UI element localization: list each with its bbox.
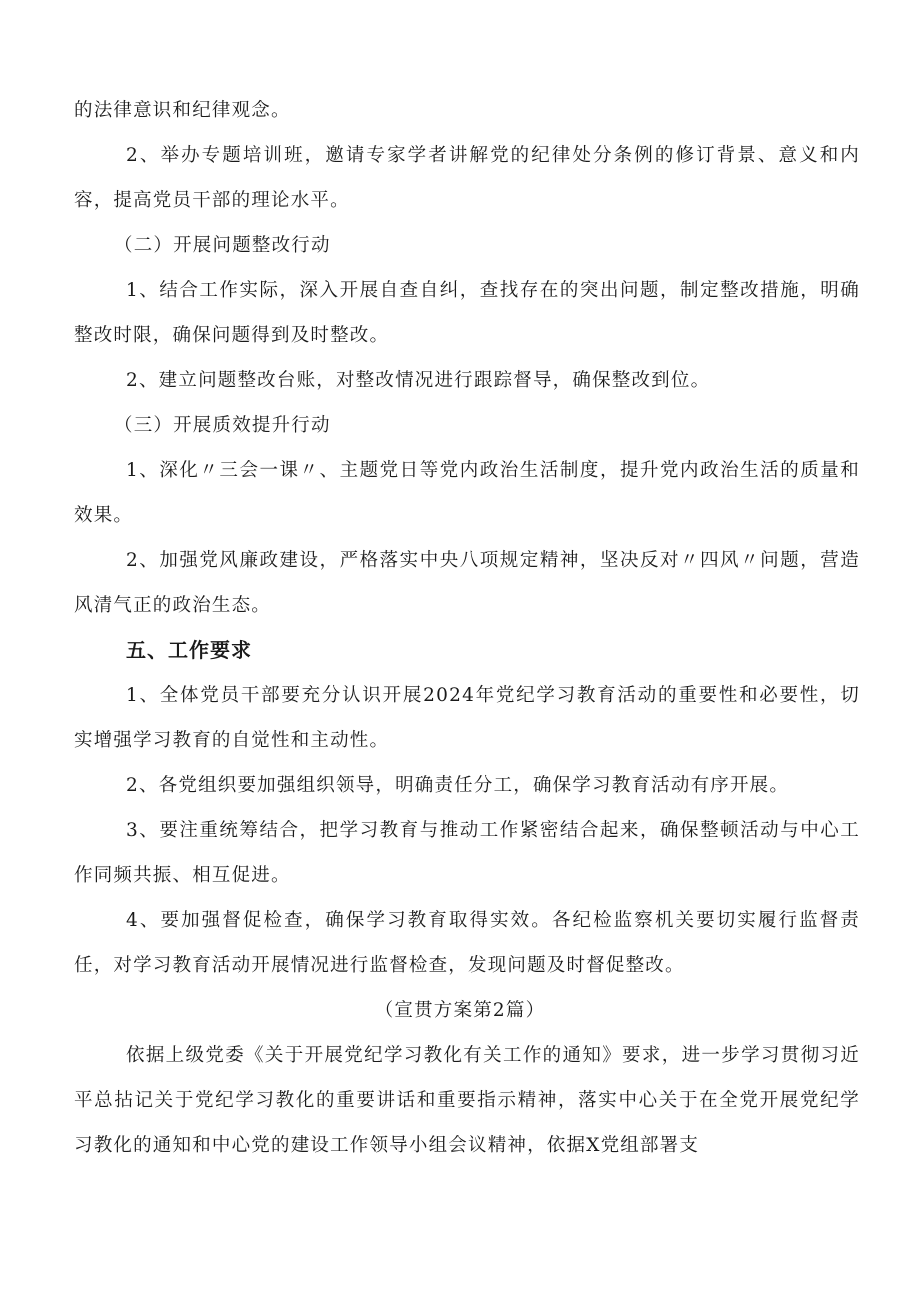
plan-subtitle: （宣贯方案第2篇） [374,1000,546,1021]
section-heading-work-requirements: 五、工作要求 [126,638,252,662]
paragraph-training-class: 2、举办专题培训班，邀请专家学者讲解党的纪律处分条例的修订背景、意义和内容，提高党员干部的理论水平。 [74,145,860,211]
paragraph-requirement-4: 4、要加强督促检查，确保学习教育取得实效。各纪检监察机关要切实履行监督责任，对学习教育活动开展情况进行监督检查，发现问题及时督促整改。 [74,910,860,976]
subheading-quality-improvement: （三）开展质效提升行动 [114,415,331,436]
paragraph-requirement-2: 2、各党组织要加强组织领导，明确责任分工，确保学习教育活动有序开展。 [126,775,790,796]
subheading-rectification: （二）开展问题整改行动 [114,235,331,256]
paragraph-introduction: 依据上级党委《关于开展党纪学习教化有关工作的通知》要求，进一步学习贯彻习近平总拈记关于党纪学习教化的重要讲话和重要指示精神，落实中心关于在全党开展党纪学习教化的通知和中心党的建设工作领导小组会议精神，依据X党组部署支 [74,1045,860,1156]
paragraph-requirement-3: 3、要注重统筹结合，把学习教育与推动工作紧密结合起来，确保整顿活动与中心工作同频共振、相互促进。 [74,820,860,886]
paragraph-political-life: 1、深化〃三会一课〃、主题党日等党内政治生活制度，提升党内政治生活的质量和效果。 [74,460,860,526]
paragraph-clean-governance: 2、加强党风廉政建设，严格落实中央八项规定精神，坚决反对〃四风〃问题，营造风清气正的政治生态。 [74,550,860,616]
paragraph-requirement-1: 1、全体党员干部要充分认识开展2024年党纪学习教育活动的重要性和必要性，切实增强学习教育的自觉性和主动性。 [74,685,860,751]
paragraph-continuation: 的法律意识和纪律观念。 [74,100,291,121]
paragraph-rectification-ledger: 2、建立问题整改台账，对整改情况进行跟踪督导，确保整改到位。 [126,370,711,391]
paragraph-self-inspection: 1、结合工作实际，深入开展自查自纠，查找存在的突出问题，制定整改措施，明确整改时限，确保问题得到及时整改。 [74,280,860,346]
